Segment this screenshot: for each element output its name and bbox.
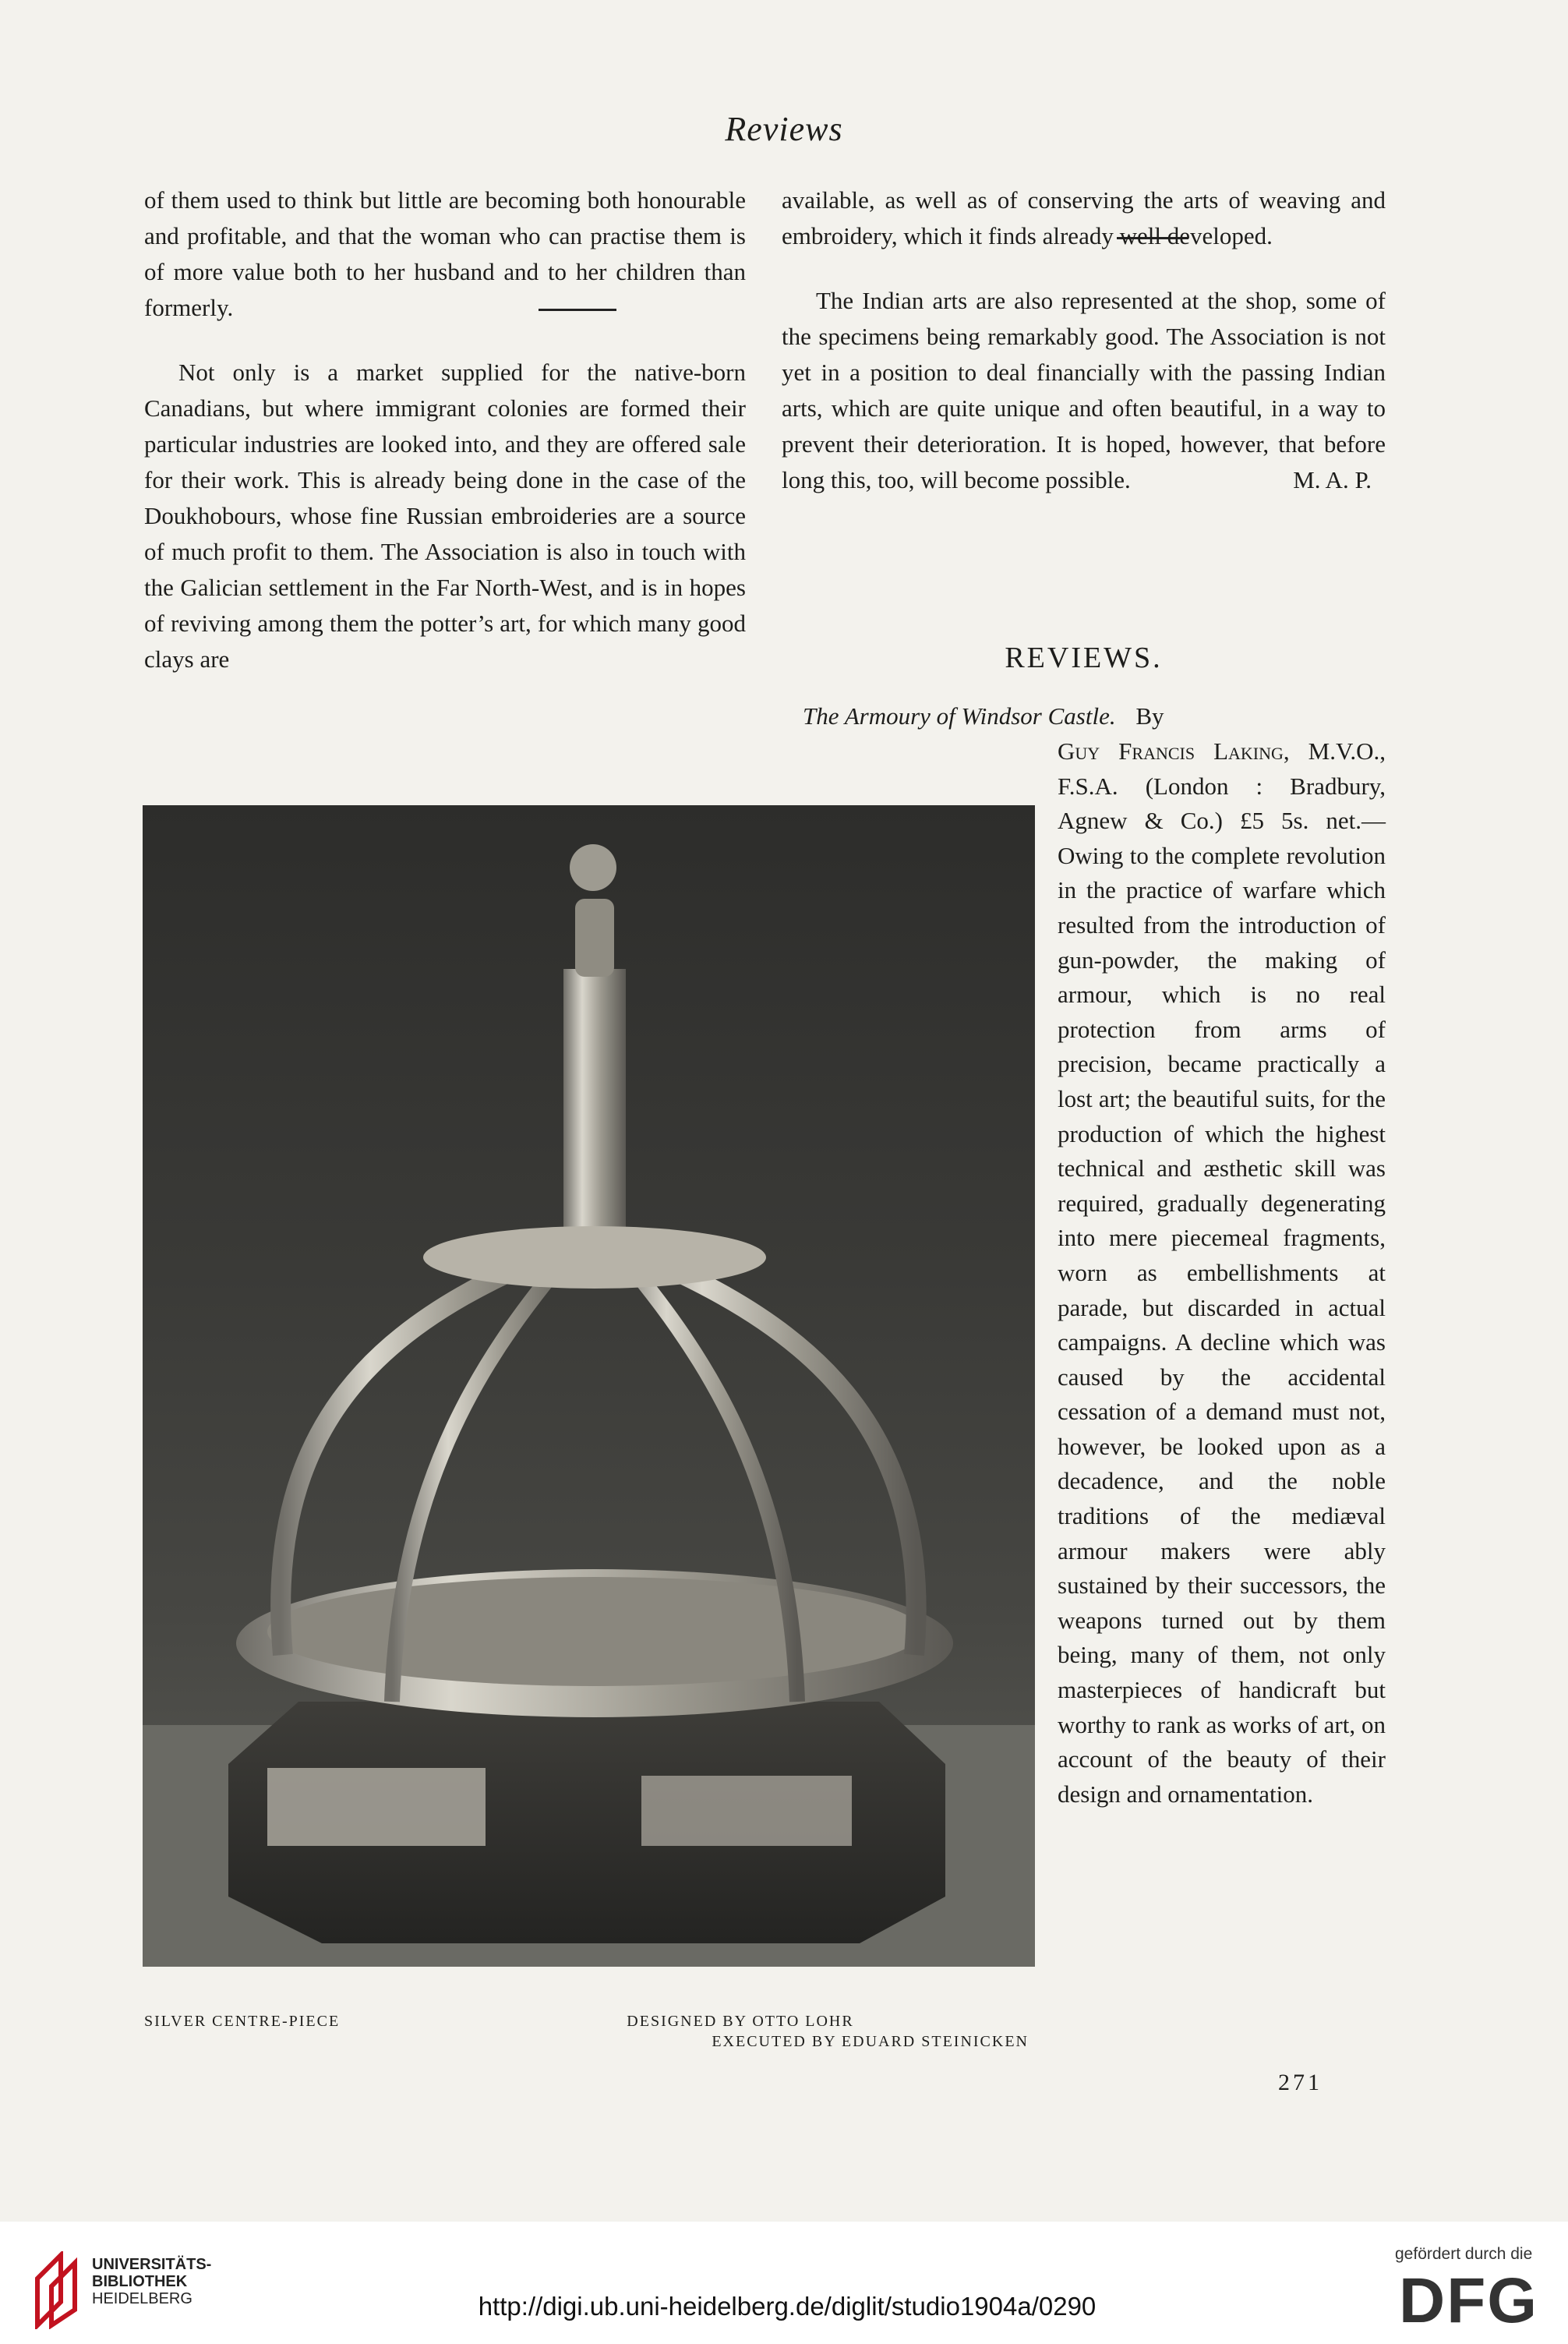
caption-designer: DESIGNED BY OTTO LOHR — [627, 2013, 854, 2030]
review-text: , M.V.O., F.S.A. (London : Bradbury, Agnew & Co.) £5 5s. net.—Owing to the complete revolution in the practice of warfare which resulted from the introduction of gun-powder, the making of armour, which is no real protection from arms of precision, became practically a lost art; the beautiful suits, for the production of which the highest technical and æsthetic skill was required, gradually degenerating into mere piecemeal fragments, worn as embellishments at parade, but discarded in actual campaigns. A decline which was caused by the accidental cessation of a demand must not, however, be looked upon as a decadence, and the noble traditions of the mediæval armour makers were ably sustained by their successors, the weapons turned out by them being, many of them, not only masterpieces of handicraft but worthy to rank as works of art, on account of the beauty of their design and ornamentation. — [1058, 737, 1386, 1808]
review-book-title: The Armoury of Windsor Castle. — [803, 702, 1116, 730]
right-paragraph-1: available, as well as of conserving the arts of weaving and embroidery, which it finds already well developed. — [782, 186, 1386, 249]
review-title-line — [803, 699, 1386, 734]
plate-caption-right — [592, 2011, 1029, 2052]
left-column — [144, 182, 746, 677]
university-library-logo-icon — [30, 2251, 86, 2329]
digital-library-url[interactable]: http://digi.ub.uni-heidelberg.de/diglit/studio1904a/0290 — [478, 2292, 1097, 2321]
digitization-footer — [0, 2222, 1568, 2344]
review-author: Guy Francis Laking — [1058, 737, 1284, 765]
left-paragraph-2: Not only is a market supplied for the native-born Canadians, but where immigrant colonies are formed their particular industries are looked into, and they are offered sale for their work. This is already being done in the case of the Doukhobours, whose fine Russian embroideries are a source of much profit to them. The Association is also in touch with the Galician settlement in the Far North-West, and is in hopes of reviving among them the potter’s art, for which many good clays are — [144, 359, 746, 673]
page-number: 271 — [1278, 2070, 1323, 2095]
plate-caption-left: SILVER CENTRE-PIECE — [144, 2013, 341, 2030]
funding-note: gefördert durch die — [1395, 2245, 1533, 2263]
running-head: Reviews — [725, 110, 843, 148]
right-column — [782, 182, 1386, 498]
right-paragraph-2: The Indian arts are also represented at the shop, some of the specimens being remarkably good. The Association is not yet in a position to deal financially with the passing Indian arts, which are quite unique and often beautiful, in a way to prevent their deterioration. It is hoped, however, that before long this, too, will become possible. — [782, 287, 1386, 493]
silver-centre-piece-illustration — [143, 805, 1035, 1967]
author-signature: M. A. P. — [1293, 466, 1372, 493]
reviews-heading: REVIEWS. — [1005, 642, 1163, 674]
dfg-logo-icon: DFG — [1399, 2265, 1539, 2336]
caption-executor: EXECUTED BY EDUARD STEINICKEN — [712, 2033, 1029, 2050]
review-by: By — [1135, 702, 1164, 730]
centre-piece-photograph — [143, 805, 1035, 1967]
review-body — [1058, 734, 1386, 1812]
library-name: UNIVERSITÄTS- BIBLIOTHEK HEIDELBERG — [92, 2256, 212, 2307]
left-paragraph-1: of them used to think but little are becoming both honourable and profitable, and that the woman who can practise them is of more value both to her husband and to her children than formerly. — [144, 186, 746, 321]
